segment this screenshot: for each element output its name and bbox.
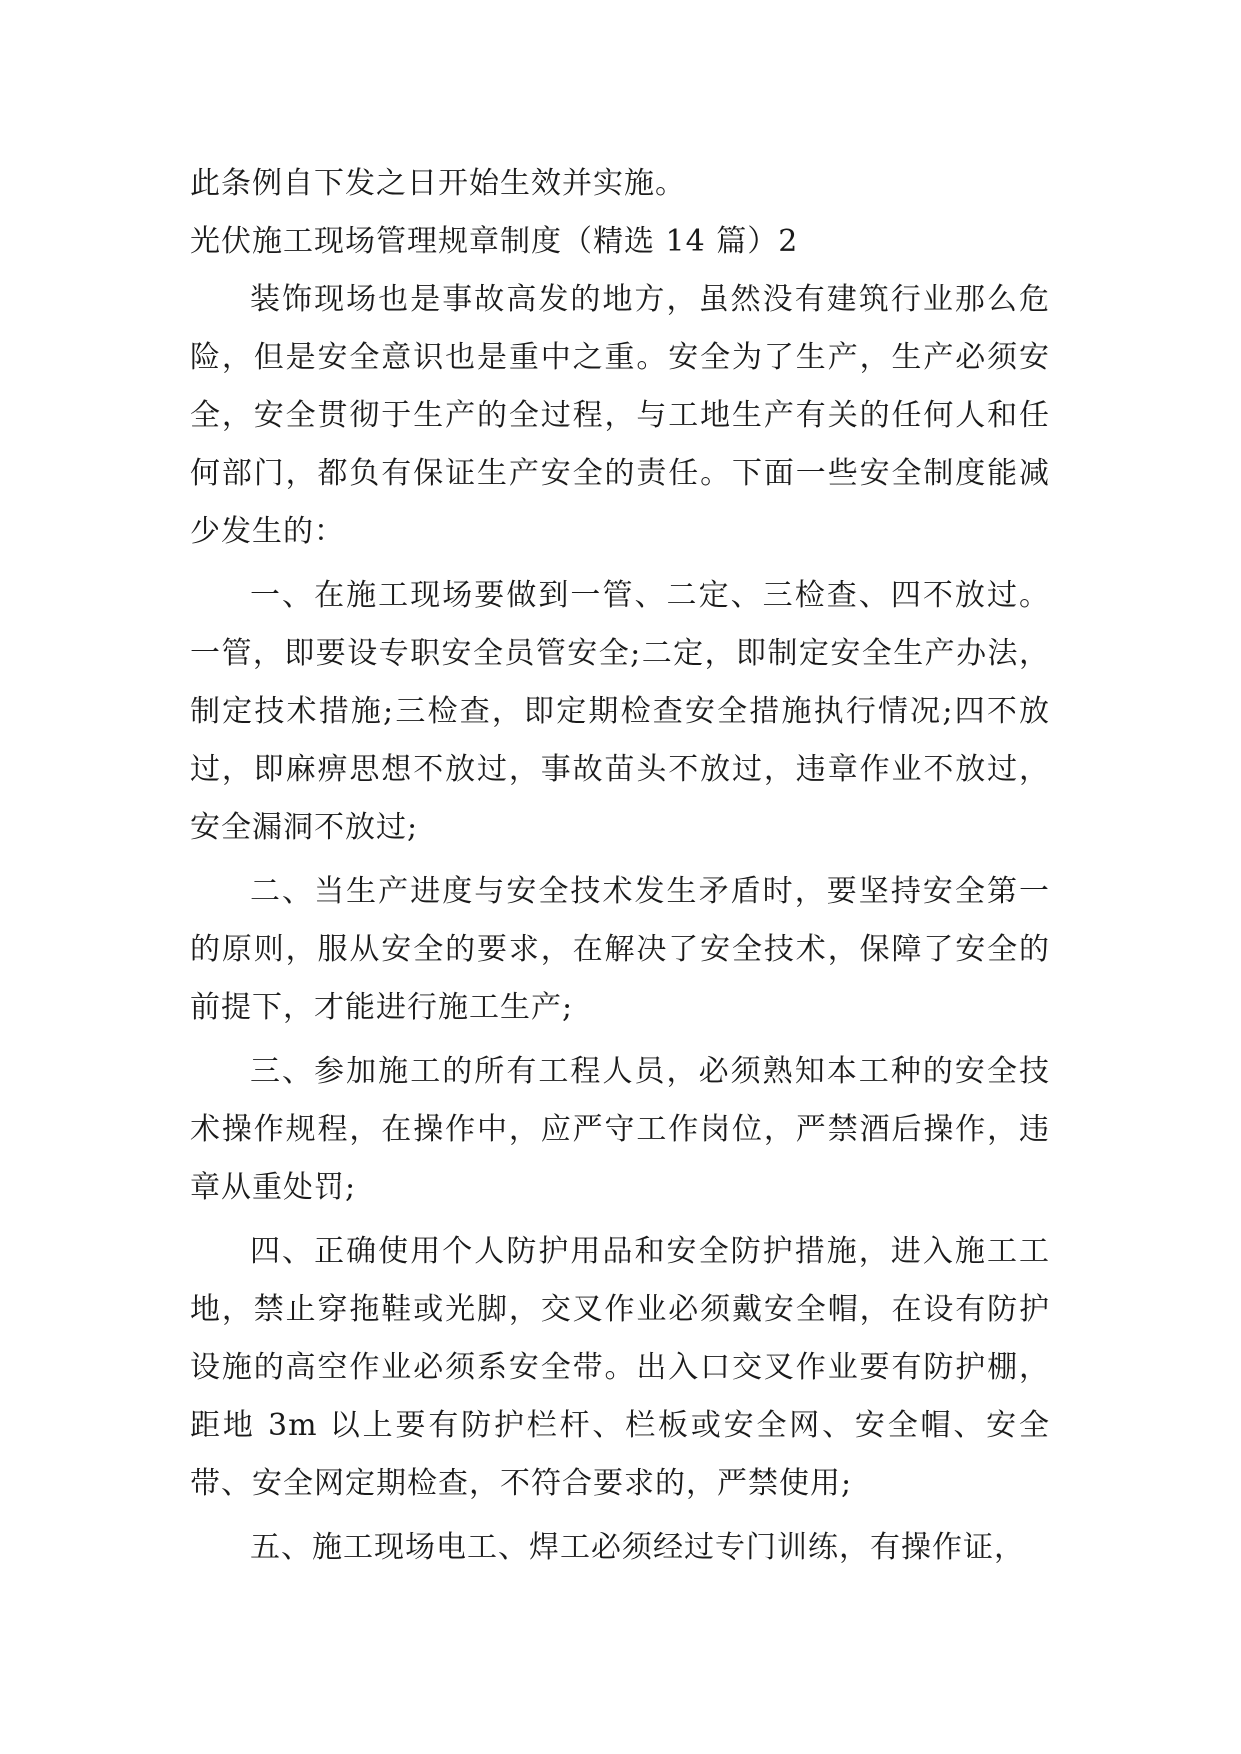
paragraph-intro: 装饰现场也是事故高发的地方，虽然没有建筑行业那么危险，但是安全意识也是重中之重。安全为了生产，生产必须安全，安全贯彻于生产的全过程，与工地生产有关的任何人和任何部门，都负有保证生产安全的责任。下面一些安全制度能减少发生的： bbox=[190, 282, 1050, 549]
paragraph-rule-1: 一、在施工现场要做到一管、二定、三检查、四不放过。一管，即要设专职安全员管安全;二定，即制定安全生产办法，制定技术措施;三检查，即定期检查安全措施执行情况;四不放过，即麻痹思想不放过，事故苗头不放过，违章作业不放过，安全漏洞不放过; bbox=[190, 578, 1050, 845]
document-body bbox=[190, 155, 1050, 1577]
paragraph-rule-5: 五、施工现场电工、焊工必须经过专门训练，有操作证， bbox=[250, 1530, 1025, 1565]
paragraph-rule-2: 二、当生产进度与安全技术发生矛盾时，要坚持安全第一的原则，服从安全的要求，在解决了安全技术，保障了安全的前提下，才能进行施工生产; bbox=[190, 874, 1050, 1025]
section-heading: 光伏施工现场管理规章制度（精选 14 篇）2 bbox=[190, 224, 799, 259]
intro-line: 此条例自下发之日开始生效并实施。 bbox=[190, 166, 686, 201]
paragraph-rule-3: 三、参加施工的所有工程人员，必须熟知本工种的安全技术操作规程，在操作中，应严守工作岗位，严禁酒后操作，违章从重处罚; bbox=[190, 1054, 1050, 1205]
paragraph-rule-4: 四、正确使用个人防护用品和安全防护措施，进入施工工地，禁止穿拖鞋或光脚，交叉作业必须戴安全帽，在设有防护设施的高空作业必须系安全带。出入口交叉作业要有防护棚，距地 3m 以上要有防护栏杆、栏板或安全网、安全帽、安全带、安全网定期检查，不符合要求的，严禁使用; bbox=[190, 1234, 1050, 1501]
